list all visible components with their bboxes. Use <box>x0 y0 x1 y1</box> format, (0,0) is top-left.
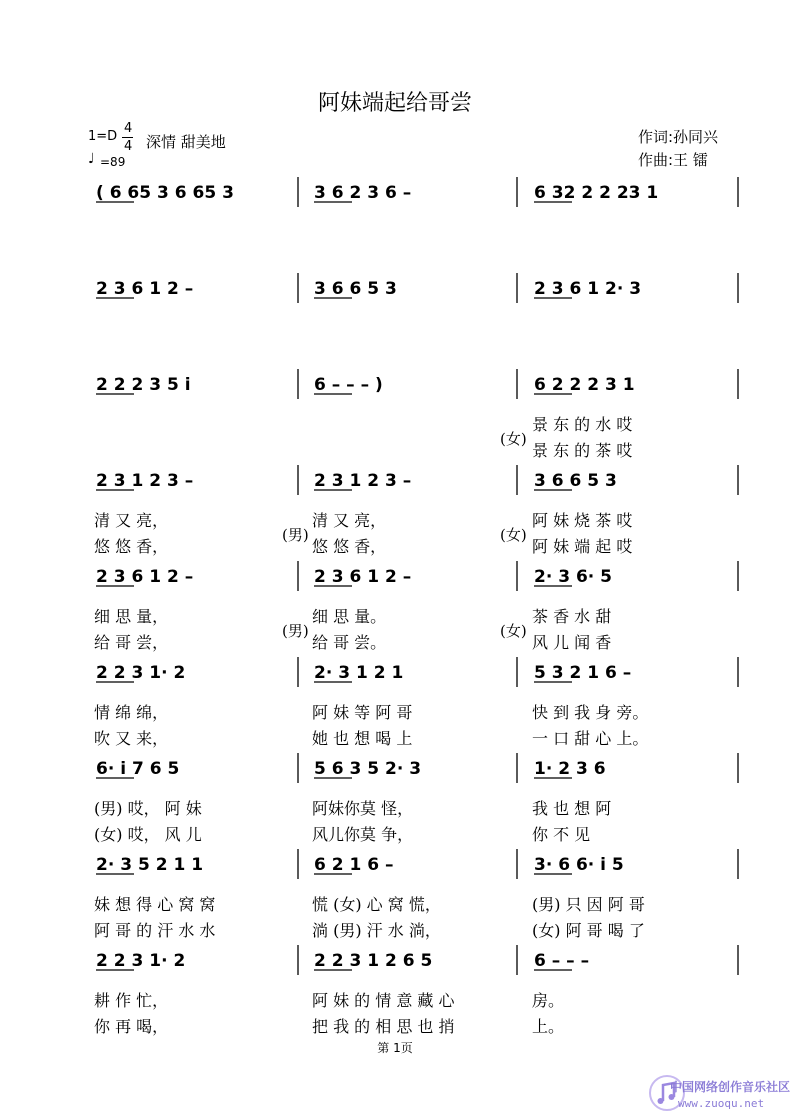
voice-role-label: (男) <box>282 526 309 544</box>
lyricist-credit: 作词:孙同兴 <box>638 128 719 146</box>
measure-notes: 3 6 6 5 3 <box>314 279 397 299</box>
measure-notes: 2 3 6 1 2 – <box>314 567 412 587</box>
composer-credit: 作曲:王 镭 <box>638 151 708 169</box>
lyric-line-1: 阿 妹 烧 茶 哎 <box>532 511 633 530</box>
measure-notes: 6· i 7 6 5 <box>96 759 180 779</box>
lyric-line-1: 景 东 的 水 哎 <box>532 415 633 434</box>
measure-notes: 3 6 2 3 6 – <box>314 183 412 203</box>
lyric-line-1: 快 到 我 身 旁。 <box>532 703 649 722</box>
lyric-line-2: 她 也 想 喝 上 <box>312 729 413 748</box>
lyric-line-2: 给 哥 尝。 <box>312 633 387 652</box>
measure-notes: 2· 3 5 2 1 1 <box>96 855 204 875</box>
measure-notes: 3 6 6 5 3 <box>534 471 617 491</box>
measure-notes: 2 3 1 2 3 – <box>96 471 194 491</box>
lyric-line-1: 清 又 亮， <box>94 511 169 530</box>
measure-notes: 2 2 3 1· 2 <box>96 951 186 971</box>
watermark-site-name: 中国网络创作音乐社区 <box>670 1080 790 1094</box>
lyric-line-2: 风 儿 闻 香 <box>532 633 612 652</box>
lyric-line-1: 细 思 量， <box>94 607 169 626</box>
measure-notes: 6 – – – <box>534 951 590 971</box>
voice-role-label: (女) <box>500 430 527 448</box>
lyric-line-1: 清 又 亮， <box>312 511 387 530</box>
measure-notes: 6 2 1 6 – <box>314 855 394 875</box>
time-signature-bottom: 4 <box>124 139 133 154</box>
lyric-line-1: 我 也 想 阿 <box>532 799 612 818</box>
time-signature-top: 4 <box>124 121 133 136</box>
expression-marking: 深情 甜美地 <box>146 133 226 151</box>
watermark-url: www.zuoqu.net <box>678 1097 765 1110</box>
measure-notes: 2 3 6 1 2· 3 <box>534 279 642 299</box>
lyric-line-2: 你 再 喝， <box>94 1017 169 1036</box>
song-title: 阿妹端起给哥尝 <box>317 91 472 116</box>
lyric-line-1: 耕 作 忙， <box>94 991 169 1010</box>
measure-notes: 2· 3 6· 5 <box>534 567 612 587</box>
lyric-line-1: 阿 妹 的 情 意 藏 心 <box>312 991 455 1010</box>
lyric-line-2: 一 口 甜 心 上。 <box>532 729 649 748</box>
measure-notes: ( 6 65 3 6 65 3 <box>96 183 234 203</box>
lyric-line-1: 细 思 量。 <box>312 607 387 626</box>
lyric-line-1: 阿 妹 等 阿 哥 <box>312 703 413 722</box>
lyric-line-2: 上。 <box>532 1017 565 1036</box>
measure-notes: 2 2 3 1· 2 <box>96 663 186 683</box>
measure-notes: 3· 6 6· i 5 <box>534 855 624 875</box>
measure-notes: 1· 2 3 6 <box>534 759 606 779</box>
lyric-line-2: 淌 (男) 汗 水 淌， <box>312 921 441 940</box>
lyric-line-2: 你 不 见 <box>532 825 591 844</box>
lyric-line-1: 阿妹你莫 怪， <box>312 799 414 818</box>
lyric-line-1: 慌 (女) 心 窝 慌， <box>312 895 441 914</box>
lyric-line-1: 房。 <box>532 991 565 1010</box>
voice-role-label: (女) <box>500 622 527 640</box>
voice-role-label: (女) <box>500 526 527 544</box>
key-signature: 1=D <box>88 129 118 144</box>
lyric-line-2: 把 我 的 相 思 也 捎 <box>312 1017 455 1036</box>
voice-role-label: (男) <box>282 622 309 640</box>
measure-notes: 6 2 2 2 3 1 <box>534 375 635 395</box>
lyric-line-2: 风儿你莫 争， <box>312 825 414 844</box>
lyric-line-2: 吹 又 来， <box>94 729 169 748</box>
measure-notes: 2 3 1 2 3 – <box>314 471 412 491</box>
tempo-marking: =89 <box>100 155 126 169</box>
lyric-line-2: (女) 哎， 风 儿 <box>94 825 202 844</box>
measure-notes: 2· 3 1 2 1 <box>314 663 404 683</box>
quarter-note-icon: ♩ <box>88 151 95 167</box>
measure-notes: 2 2 2 3 5 i <box>96 375 191 395</box>
page-number: 第 1页 <box>377 1041 413 1055</box>
lyric-line-2: 阿 妹 端 起 哎 <box>532 537 633 556</box>
lyric-line-1: (男) 只 因 阿 哥 <box>532 895 645 914</box>
measure-notes: 6 – – – ) <box>314 375 383 395</box>
lyric-line-1: 情 绵 绵， <box>94 703 169 722</box>
lyric-line-2: 给 哥 尝， <box>94 633 169 652</box>
lyric-line-2: (女) 阿 哥 喝 了 <box>532 921 645 940</box>
measure-notes: 5 3 2 1 6 – <box>534 663 632 683</box>
lyric-line-2: 悠 悠 香， <box>94 537 169 556</box>
lyric-line-2: 悠 悠 香， <box>312 537 387 556</box>
measure-notes: 6 32 2 2 23 1 <box>534 183 659 203</box>
lyric-line-2: 景 东 的 茶 哎 <box>532 441 633 460</box>
measure-notes: 2 3 6 1 2 – <box>96 567 194 587</box>
lyric-line-1: 茶 香 水 甜 <box>532 607 612 626</box>
measure-notes: 5 6 3 5 2· 3 <box>314 759 422 779</box>
lyric-line-2: 阿 哥 的 汗 水 水 <box>94 921 216 940</box>
measure-notes: 2 3 6 1 2 – <box>96 279 194 299</box>
measure-notes: 2 2 3 1 2 6 5 <box>314 951 433 971</box>
lyric-line-1: 妹 想 得 心 窝 窝 <box>94 895 216 914</box>
lyric-line-1: (男) 哎， 阿 妹 <box>94 799 202 818</box>
